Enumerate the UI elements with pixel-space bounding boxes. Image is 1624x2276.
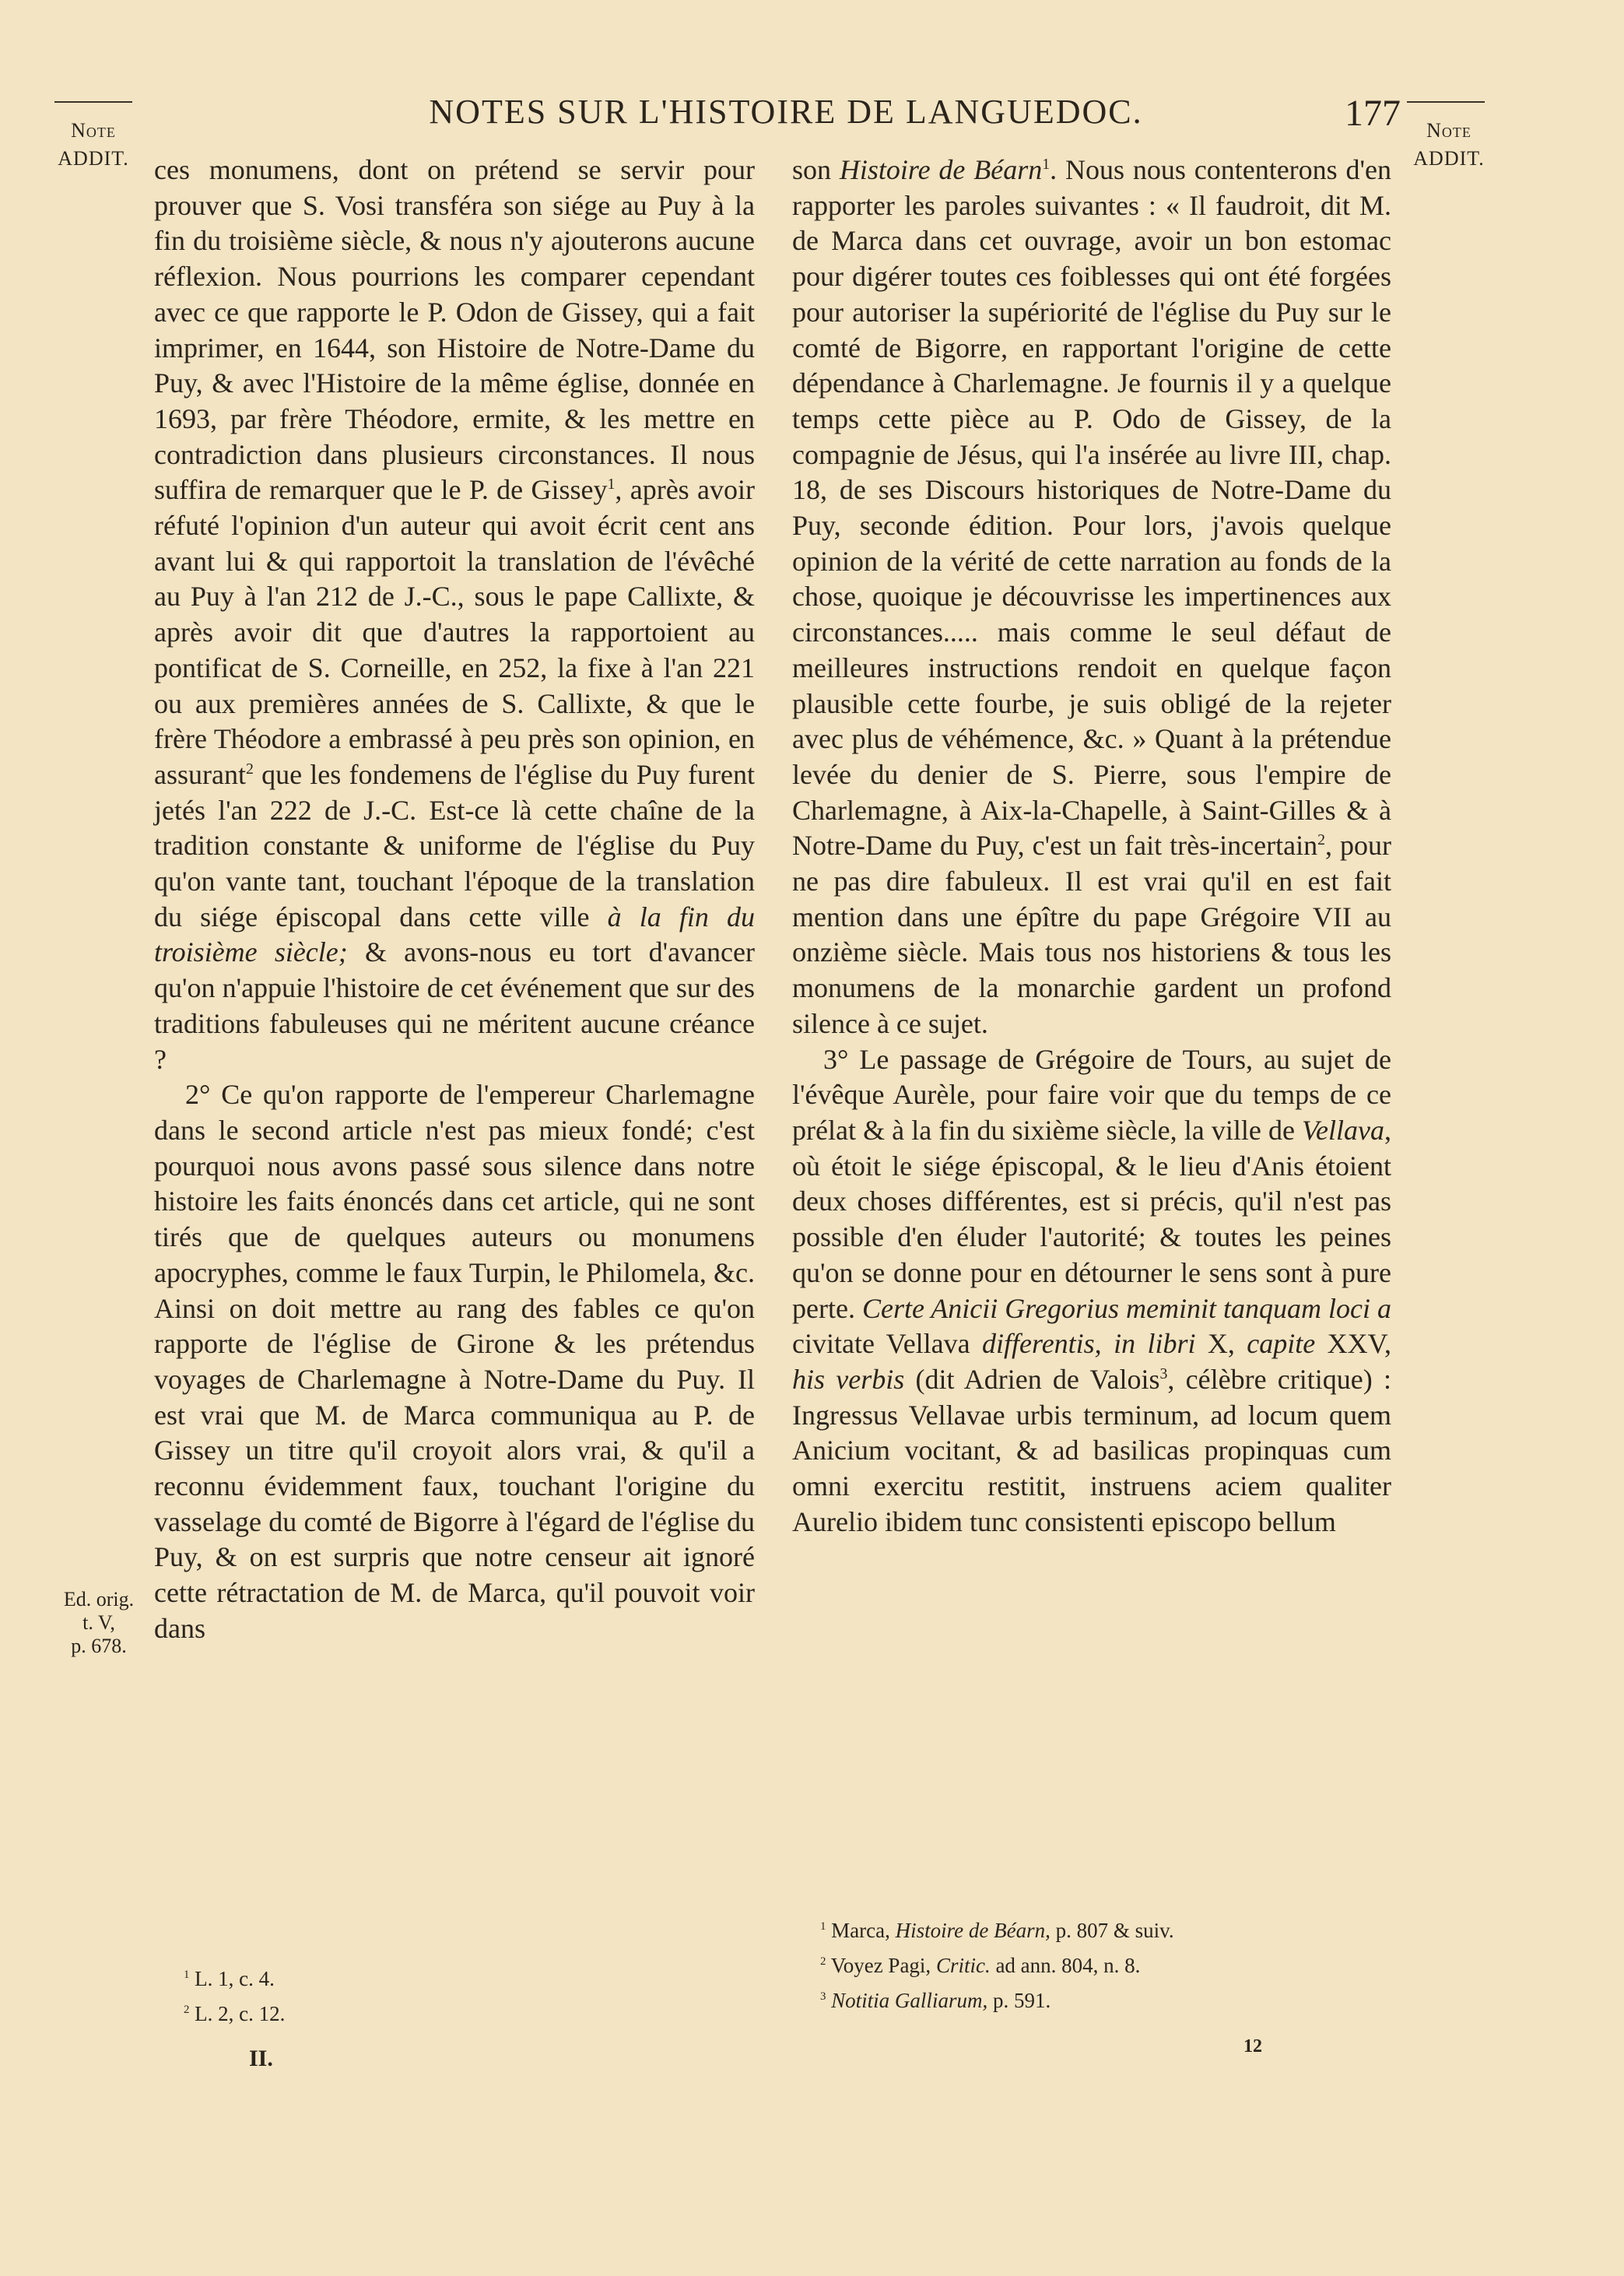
margin-note-edition: Ed. orig. t. V, p. 678. — [63, 1588, 135, 1657]
right-column — [792, 153, 1391, 1540]
left-margin-rule — [54, 101, 132, 103]
footnotes-right — [820, 1913, 1174, 2018]
left-paragraph-1: ces monumens, dont on prétend se servir pour prouver que S. Vosi transféra son siége au Puy à la fin du troisième siècle, & nous n'y ajouterons aucune réflexion. Nous pourrions les comparer cependant avec ce que rapporte le P. Odon de Gissey, qui a fait imprimer, en 1644, son Histoire de Notre-Dame du Puy, & avec l'Histoire de la même église, donnée en 1693, par frère Théodore, ermite, & les mettre en contradiction dans plusieurs circonstances. Il nous suffira de remarquer que le P. de Gissey$^1$, après avoir réfuté l'opinion d'un auteur qui avoit écrit cent ans avant lui & qui rapportoit la translation de l'évêché au Puy à l'an 212 de J.-C., sous le pape Callixte, & après avoir dit que d'autres la rapportoient au pontificat de S. Corneille, en 252, la fixe à l'an 221 ou aux premières années de S. Callixte, & que le frère Théodore a embrassé à peu près son opinion, en assurant$^2$ que les fondemens de l'église du Puy furent jetés l'an 222 de J.-C. Est-ce là cette chaîne de la tradition constante & uniforme de l'église du Puy qu'on vante tant, touchant l'époque de la translation du siége épiscopal dans cette ville à la fin du troisième siècle; & avons-nous eu tort d'avancer qu'on n'appuie l'histoire de cet événement que sur des traditions fabuleuses qui ne méritent aucune créance ? — [154, 154, 755, 1075]
right-margin-rule — [1407, 101, 1485, 103]
right-paragraph-2: 3° Le passage de Grégoire de Tours, au sujet de l'évêque Aurèle, pour faire voir que du temps de ce prélat & à la fin du sixième siècle, la ville de Vellava, où étoit le siége épiscopal, & le lieu d'Anis étoient deux choses différentes, est si précis, qu'il n'est pas possible d'en éluder l'autorité; & toutes les peines qu'on se donne pour en détourner le sens sont à pure perte. Certe Anicii Gregorius meminit tanquam loci a civitate Vellava differentis, in libri X, capite XXV, his verbis (dit Adrien de Valois$^3$, célèbre critique) : Ingressus Vellavae urbis terminum, ad locum quem Anicium vocitant, & ad basilicas propinquas cum omni exercitu restitit, instruens aciem qualiter Aurelio ibidem tunc consistenti episcopo bellum — [792, 1043, 1392, 1537]
signature-mark-right: 12 — [1243, 2036, 1262, 2056]
right-paragraph-1: son Histoire de Béarn$^1$. Nous nous contenterons d'en rapporter les paroles suivantes : « Il faudroit, dit M. de Marca dans cet ouvrage, avoir un bon estomac pour digérer toutes ces foiblesses qui ont été forgées pour autoriser la supériorité de l'église du Puy sur le comté de Bigorre, en rapportant l'origine de cette dépendance à Charlemagne. Je fournis il y a quelque temps cette pièce au P. Odo de Gissey, de la compagnie de Jésus, qui l'a insérée au livre III, chap. 18, de ses Discours historiques de Notre-Dame du Puy, seconde édition. Pour lors, j'avois quelque opinion de la vérité de cette narration au fonds de la chose, quoique je découvrisse les impertinences aux circonstances..... mais comme le seul défaut de meilleures instructions rendoit en quelque façon plausible cette fourbe, je suis obligé de la rejeter avec plus de véhémence, &c. » Quant à la prétendue levée du denier de S. Pierre, sous l'empire de Charlemagne, à Aix-la-Chapelle, à Saint-Gilles & à Notre-Dame du Puy, c'est un fait très-incertain$^2$, pour ne pas dire fabuleux. Il est vrai qu'il en est fait mention dans une épître du pape Grégoire VII au onzième siècle. Mais tous nos historiens & tous les monumens de la monarchie gardent un profond silence à ce sujet. — [792, 154, 1392, 1039]
footnote-item: $^2$ L. 2, c. 12. — [184, 2002, 286, 2025]
footnote-item: $^1$ L. 1, c. 4. — [184, 1967, 275, 1990]
running-header: NOTES SUR L'HISTOIRE DE LANGUEDOC. — [429, 93, 1143, 131]
note-addit-label-left: Note ADDIT. — [58, 119, 129, 170]
footnote-item: $^1$ Marca, Histoire de Béarn, p. 807 & suiv. — [820, 1919, 1174, 1942]
note-addit-label-right: Note ADDIT. — [1413, 119, 1485, 170]
left-column — [154, 153, 755, 1647]
page-number: 177 — [1345, 93, 1401, 134]
signature-mark-left: II. — [249, 2046, 273, 2071]
left-paragraph-2: 2° Ce qu'on rapporte de l'empereur Charlemagne dans le second article n'est pas mieux fondé; c'est pourquoi nous avons passé sous silence dans notre histoire les faits énoncés dans cet article, qui ne sont tirés que de quelques auteurs ou monumens apocryphes, comme le faux Turpin, le Philomela, &c. Ainsi on doit mettre au rang des fables ce qu'on rapporte de l'église de Girone & les prétendus voyages de Charlemagne à Notre-Dame du Puy. Il est vrai que M. de Marca communiqua au P. de Gissey un titre qu'il croyoit alors vrai, & qu'il a reconnu évidemment faux, touchant l'origine du vasselage du comté de Bigorre à l'égard de l'église du Puy, & on est surpris que notre censeur ait ignoré cette rétractation de M. de Marca, qu'il pouvoit voir dans — [154, 1079, 755, 1644]
footnote-item: $^3$ Notitia Galliarum, p. 591. — [820, 1989, 1051, 2012]
footnote-item: $^2$ Voyez Pagi, Critic. ad ann. 804, n. 8. — [820, 1954, 1141, 1977]
footnotes-left — [184, 1962, 285, 2032]
